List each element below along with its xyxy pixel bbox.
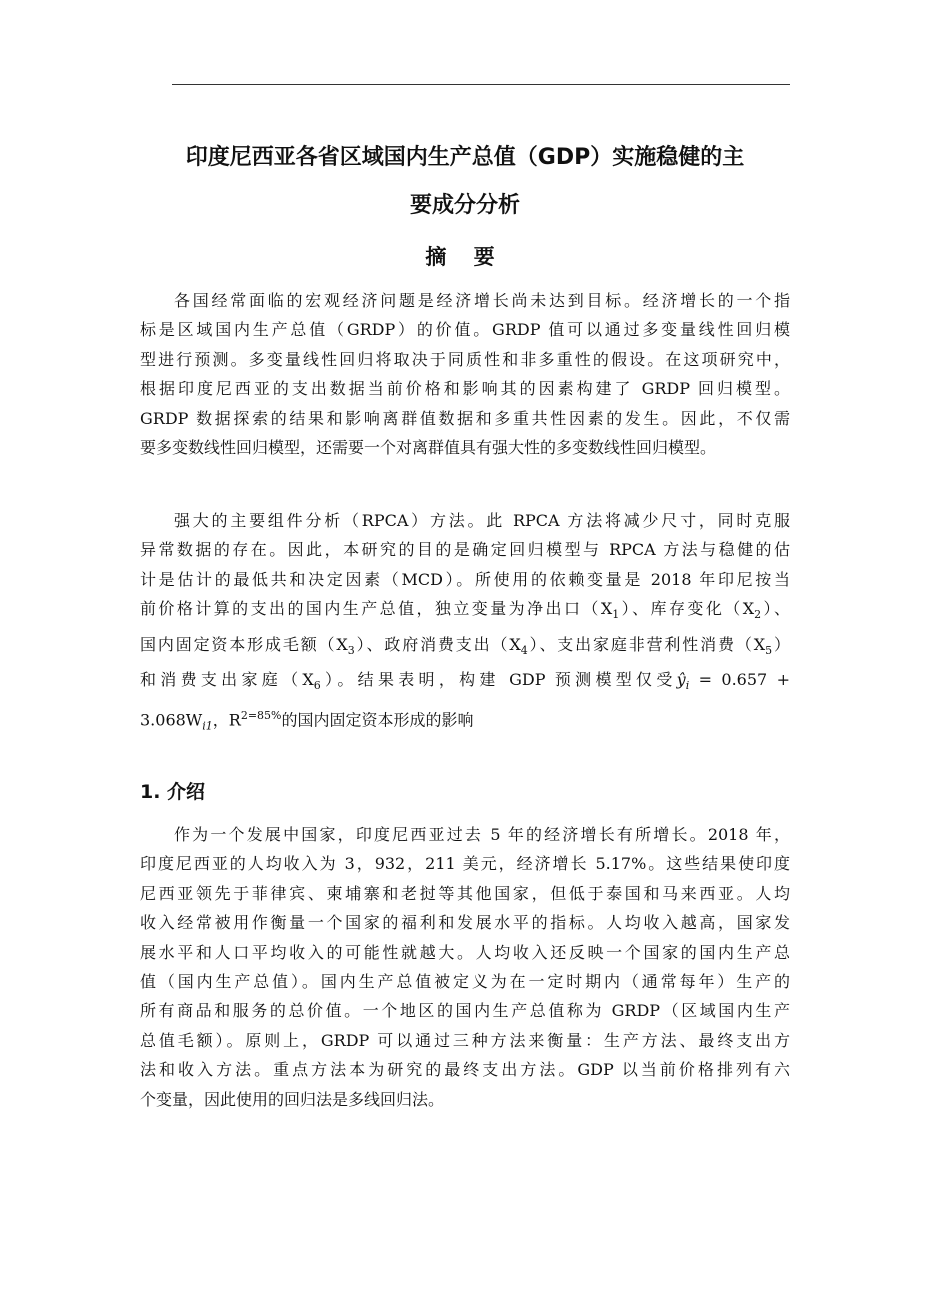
intro-line: 值（国内生产总值）。国内生产总值被定义为在一定时期内（通常每年）生产的 — [140, 972, 790, 992]
paper-title — [140, 134, 790, 230]
abstract-line: GRDP 数据探索的结果和影响离群值数据和多重共性因素的发生。因此，不仅需 — [140, 408, 790, 428]
intro-line: 个变量，因此使用的回归法是多线回归法。 — [140, 1089, 445, 1109]
abstract-line-vars-2: 国内固定资本形成毛额$(X_3)$、政府消费支出$(X_4)$、支出家庭非营利性消费$(X_5)$ — [140, 634, 790, 657]
abstract-line: 标是区域国内生产总值（GRDP）的价值。GRDP 值可以通过多变量线性回归模 — [140, 320, 790, 340]
header-rule — [172, 84, 790, 85]
intro-line: 尼西亚领先于菲律宾、柬埔寨和老挝等其他国家，但低于泰国和马来西亚。人均 — [140, 883, 790, 903]
section-heading-introduction: 1. 介绍 — [140, 781, 206, 803]
title-line-1: 印度尼西亚各省区域国内生产总值（GDP）实施稳健的主 — [185, 145, 745, 170]
abstract-line-vars-3: 和消费支出家庭$(X_6)$。结果表明，构建 GDP 预测模型仅受$ŷ_i = 0.657$ + — [140, 670, 790, 693]
abstract-paragraph-2 — [140, 506, 790, 741]
abstract-line: 根据印度尼西亚的支出数据当前价格和影响其的因素构建了 GRDP 回归模型。 — [140, 379, 790, 399]
intro-line: 收入经常被用作衡量一个国家的福利和发展水平的指标。人均收入越高，国家发 — [140, 913, 790, 933]
title-line-2: 要成分分析 — [409, 193, 520, 218]
intro-line: 印度尼西亚的人均收入为 3，932，211 美元，经济增长 5.17%。这些结果使印度 — [140, 854, 790, 874]
abstract-line: 异常数据的存在。因此，本研究的目的是确定回归模型与 RPCA 方法与稳健的估 — [140, 540, 790, 560]
abstract-heading: 摘 要 — [425, 245, 505, 269]
abstract-line: 要多变数线性回归模型，还需要一个对离群值具有强大性的多变数线性回归模型。 — [140, 438, 717, 458]
intro-line: 法和收入方法。重点方法本为研究的最终支出方法。GDP 以当前价格排列有六 — [140, 1060, 790, 1080]
abstract-line-vars-1: 前价格计算的支出的国内生产总值，独立变量为净出口$(X_1)$、库存变化$(X_2)$、 — [140, 599, 790, 622]
abstract-line: 型进行预测。多变量线性回归将取决于同质性和非多重性的假设。在这项研究中， — [140, 349, 790, 369]
intro-line: 展水平和人口平均收入的可能性就越大。人均收入还反映一个国家的国内生产总 — [140, 942, 790, 962]
abstract-paragraph-1 — [140, 286, 790, 462]
abstract-line: 各国经常面临的宏观经济问题是经济增长尚未达到目标。经济增长的一个指 — [174, 291, 790, 310]
intro-line: 总值毛额）。原则上，GRDP 可以通过三种方法来衡量：生产方法、最终支出方 — [140, 1030, 790, 1050]
abstract-line-formula: $3.068W_{i1}$，$R^{2=85\%}$的国内固定资本形成的影响 — [140, 709, 474, 733]
intro-line: 所有商品和服务的总价值。一个地区的国内生产总值称为 GRDP（区域国内生产 — [140, 1001, 790, 1021]
abstract-line: 计是估计的最低共和决定因素（MCD）。所使用的依赖变量是 2018 年印尼按当 — [140, 569, 790, 589]
abstract-line: 强大的主要组件分析（RPCA）方法。此 RPCA 方法将减少尺寸，同时克服 — [174, 511, 790, 530]
intro-line: 作为一个发展中国家，印度尼西亚过去 5 年的经济增长有所增长。2018 年， — [174, 825, 790, 844]
formula-yhat: $ŷ_i$ — [676, 670, 690, 693]
introduction-paragraph — [140, 820, 790, 1114]
